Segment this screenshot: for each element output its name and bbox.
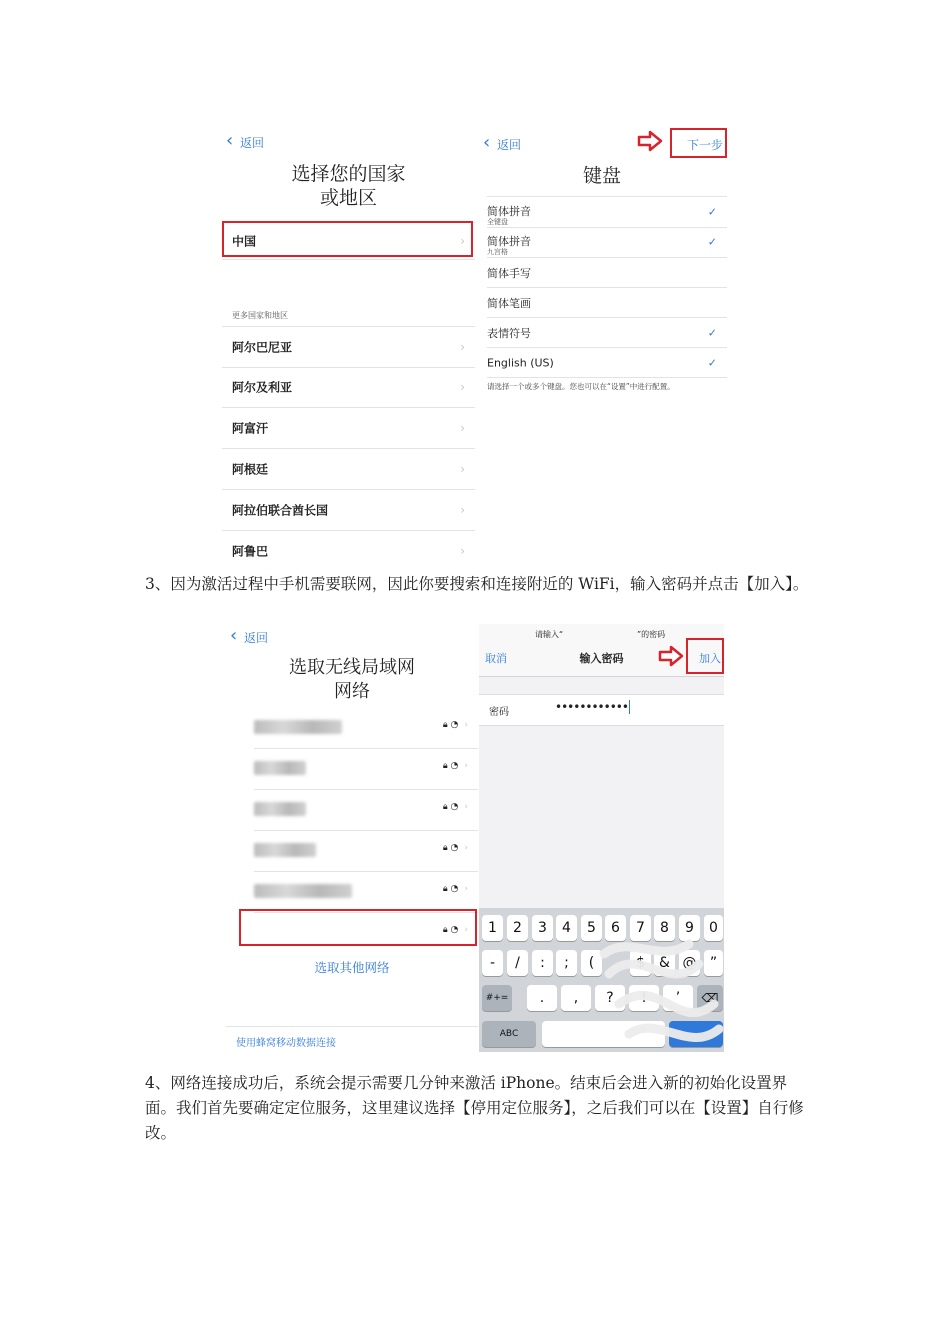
keyboard-option[interactable] xyxy=(487,258,727,288)
back-button[interactable] xyxy=(226,130,265,151)
step-4-paragraph: 4、网络连接成功后，系统会提示需要几分钟来激活 iPhone。结束后会进入新的初始化设置界面。我们首先要确定定位服务，这里建议选择【停用定位服务】，之后我们可以在【设置】自行修改。 xyxy=(145,1074,804,1142)
wifi-icon: ◔ xyxy=(450,843,459,853)
back-label: 返回 xyxy=(244,631,269,645)
key[interactable]: & xyxy=(654,950,675,976)
network-name-blurred xyxy=(254,761,306,775)
chevron-left-icon: ‹ xyxy=(226,130,234,151)
key[interactable]: 8 xyxy=(654,915,675,941)
wifi-network-row[interactable] xyxy=(254,872,478,913)
country-select-screen xyxy=(222,128,475,568)
lock-icon: 🔒︎ xyxy=(442,802,448,812)
key[interactable]: 3 xyxy=(532,915,553,941)
country-label: 阿鲁巴 xyxy=(232,544,269,559)
chevron-left-icon: ‹ xyxy=(483,132,491,153)
keyboard-option[interactable] xyxy=(487,196,727,228)
chevron-right-icon: › xyxy=(460,340,465,354)
list-item[interactable] xyxy=(222,408,475,449)
highlight-box-network xyxy=(239,909,477,946)
title-line-1: 选取无线局域网 xyxy=(289,657,415,678)
key[interactable]: 2 xyxy=(507,915,528,941)
wifi-network-row[interactable] xyxy=(254,790,478,831)
chevron-right-icon: › xyxy=(460,421,465,435)
key[interactable]: ’ xyxy=(663,985,693,1011)
chevron-right-icon: › xyxy=(464,761,468,771)
chevron-right-icon: › xyxy=(460,380,465,394)
chevron-right-icon: › xyxy=(464,925,468,935)
cancel-button[interactable]: 取消 xyxy=(485,652,507,665)
country-label: 中国 xyxy=(232,234,257,249)
password-entry-screen xyxy=(479,624,724,1052)
keyboard-label: 简体拼音 xyxy=(487,205,531,218)
wifi-network-row[interactable] xyxy=(254,708,478,749)
chevron-right-icon: › xyxy=(460,544,465,558)
title-line-2: 或地区 xyxy=(319,187,377,209)
keyboard-label: 简体手写 xyxy=(487,266,531,280)
key[interactable]: 5 xyxy=(581,915,602,941)
arrow-icon xyxy=(658,645,684,671)
cellular-data-link[interactable]: 使用蜂窝移动数据连接 xyxy=(236,1038,336,1049)
wifi-icon: ◔ xyxy=(450,761,459,771)
checkmark-icon: ✓ xyxy=(707,326,717,339)
highlight-box-china xyxy=(222,221,473,257)
keyboard-option[interactable] xyxy=(487,227,727,258)
wifi-network-row[interactable] xyxy=(254,831,478,872)
step-3-paragraph: 3、因为激活过程中手机需要联网，因此你要搜索和连接附近的 WiFi，输入密码并点击【加入】。 xyxy=(145,575,809,593)
lock-icon: 🔒︎ xyxy=(442,720,448,730)
backspace-icon: ⌫ xyxy=(701,991,719,1005)
country-label: 阿尔巴尼亚 xyxy=(232,340,293,355)
checkmark-icon: ✓ xyxy=(707,356,717,369)
list-item[interactable] xyxy=(222,326,475,368)
list-item[interactable] xyxy=(222,367,475,408)
list-item[interactable] xyxy=(222,531,475,568)
abc-key[interactable]: ABC xyxy=(482,1021,536,1047)
chevron-right-icon: › xyxy=(460,462,465,476)
chevron-right-icon: › xyxy=(464,884,468,894)
keyboard-label: 表情符号 xyxy=(487,326,531,340)
lock-icon: 🔒︎ xyxy=(442,884,448,894)
key[interactable]: , xyxy=(561,985,591,1011)
back-label: 返回 xyxy=(497,138,522,152)
list-item[interactable] xyxy=(222,449,475,490)
keyboard-sublabel: 全键盘 xyxy=(487,218,508,226)
list-item[interactable] xyxy=(222,490,475,531)
keyboard xyxy=(479,908,724,1052)
lock-icon: 🔒︎ xyxy=(442,761,448,771)
section-header: 更多国家和地区 xyxy=(232,311,288,320)
country-label: 阿拉伯联合酋长国 xyxy=(232,503,329,518)
wifi-select-screen xyxy=(226,624,478,1052)
back-button[interactable] xyxy=(483,132,522,153)
page-title: 键盘 xyxy=(582,165,621,187)
key[interactable]: ; xyxy=(556,950,577,976)
keyboard-label: 简体拼音 xyxy=(487,235,531,248)
key[interactable]: ” xyxy=(704,950,723,976)
other-network-link[interactable]: 选取其他网络 xyxy=(314,960,390,975)
checkmark-icon: ✓ xyxy=(707,235,717,249)
key[interactable]: ? xyxy=(595,985,625,1011)
key[interactable]: 7 xyxy=(630,915,651,941)
title-line-1: 选择您的国家 xyxy=(291,163,406,185)
key[interactable]: $ xyxy=(630,950,651,976)
key[interactable]: . xyxy=(527,985,557,1011)
network-name-blurred xyxy=(254,884,352,898)
arrow-icon xyxy=(637,130,663,156)
key[interactable]: 9 xyxy=(679,915,700,941)
keyboard-label: English (US) xyxy=(487,356,554,369)
key[interactable]: 1 xyxy=(482,915,503,941)
network-name-blurred xyxy=(254,802,306,816)
page-title xyxy=(226,656,478,704)
key[interactable]: 4 xyxy=(556,915,577,941)
join-button[interactable]: 加入 xyxy=(699,652,721,665)
highlight-box-next xyxy=(670,128,727,158)
network-name-blurred xyxy=(254,720,342,734)
prompt-right: ”的密码 xyxy=(637,630,666,639)
chevron-right-icon: › xyxy=(464,843,468,853)
chevron-right-icon: › xyxy=(460,503,465,517)
key[interactable]: / xyxy=(507,950,528,976)
next-button[interactable]: 下一步 xyxy=(686,138,723,152)
password-input[interactable]: •••••••••••• xyxy=(555,700,628,714)
network-name-blurred xyxy=(254,843,316,857)
title-line-2: 网络 xyxy=(334,681,370,702)
wifi-icon: ◔ xyxy=(450,802,459,812)
key[interactable]: ( xyxy=(581,950,602,976)
back-label: 返回 xyxy=(240,136,265,150)
scribble-overlay xyxy=(599,934,724,1052)
wifi-icon: ◔ xyxy=(450,925,459,935)
keyboard-option[interactable] xyxy=(487,318,727,348)
country-label: 阿富汗 xyxy=(232,421,269,436)
wifi-icon: ◔ xyxy=(450,884,459,894)
wifi-icon: ◔ xyxy=(450,720,459,730)
key[interactable]: : xyxy=(532,950,553,976)
lock-icon: 🔒︎ xyxy=(442,925,448,935)
key[interactable]: - xyxy=(482,950,503,976)
checkmark-icon: ✓ xyxy=(707,205,717,219)
chevron-left-icon: ‹ xyxy=(230,625,238,646)
keyboard-label: 简体笔画 xyxy=(487,296,531,310)
symbols-key[interactable]: #+= xyxy=(482,985,512,1011)
country-label: 阿根廷 xyxy=(232,462,269,477)
page-title xyxy=(222,162,475,210)
keyboard-option[interactable] xyxy=(487,288,727,318)
keyboard-option[interactable] xyxy=(487,348,727,378)
key[interactable]: ! xyxy=(629,985,659,1011)
prompt-left: 请输入“ xyxy=(535,630,564,639)
chevron-right-icon: › xyxy=(464,802,468,812)
chevron-right-icon: › xyxy=(464,720,468,730)
key[interactable]: @ xyxy=(679,950,700,976)
divider xyxy=(226,1026,478,1027)
keyboard-sublabel: 九宫格 xyxy=(487,248,508,256)
page-title: 输入密码 xyxy=(579,652,624,665)
highlight-box-join xyxy=(686,638,724,674)
wifi-network-row[interactable] xyxy=(254,749,478,790)
key[interactable]: 6 xyxy=(605,915,626,941)
chevron-right-icon: › xyxy=(460,234,465,248)
password-label: 密码 xyxy=(489,707,509,718)
key[interactable]: 0 xyxy=(704,915,723,941)
keyboard-select-screen xyxy=(477,128,727,403)
back-button[interactable] xyxy=(230,625,269,646)
lock-icon: 🔒︎ xyxy=(442,843,448,853)
password-row xyxy=(479,694,724,726)
country-label: 阿尔及利亚 xyxy=(232,380,293,395)
footnote: 请选择一个或多个键盘。您也可以在“设置”中进行配置。 xyxy=(487,382,675,391)
